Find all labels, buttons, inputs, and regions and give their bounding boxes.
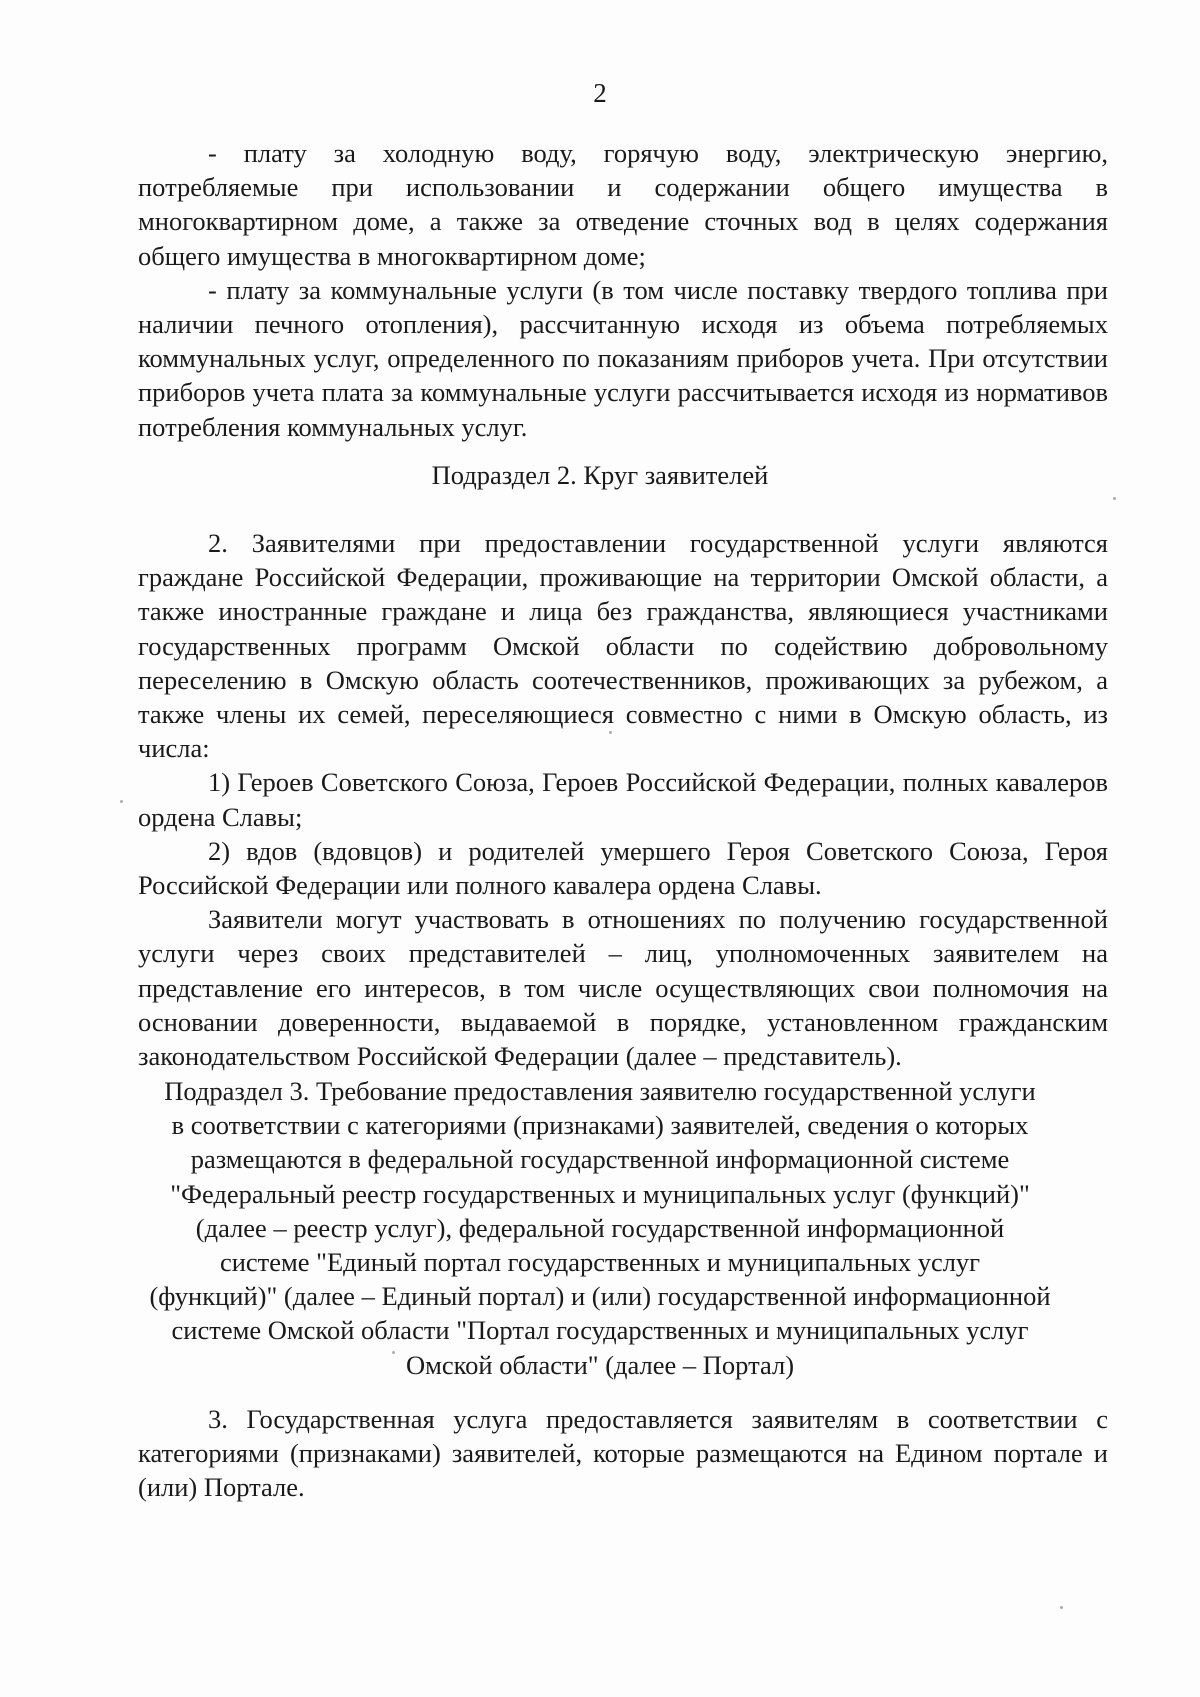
- list-item-widows-parents: 2) вдов (вдовцов) и родителей умершего Героя Советского Союза, Героя Российской Федерации или полного кавалера ордена Славы.: [138, 835, 1108, 901]
- heading-line: "Федеральный реестр государственных и муниципальных услуг (функций)": [170, 1178, 1030, 1209]
- scan-speck: [609, 731, 612, 734]
- paragraph-representatives: Заявители могут участвовать в отношениях по получению государственной услуги через своих представителей – лиц, уполномоченных заявителем на представление его интересов, в том числе осуществляющих свои полномочия на основании доверенности, выдаваемой в порядке, установленном гражданским законодательством Российской Федерации (далее – представитель).: [138, 904, 1108, 1072]
- scan-speck: [392, 1351, 395, 1354]
- paragraph-block-applicants: [138, 526, 1108, 1073]
- paragraph-cold-water: - плату за холодную воду, горячую воду, электрическую энергию, потребляемые при использовании и содержании общего имущества в многоквартирном доме, а также за отведение сточных вод в целях содержания общего имущества в многоквартирном доме;: [138, 138, 1108, 271]
- heading-line: Подраздел 3. Требование предоставления заявителю государственной услуги: [164, 1076, 1036, 1106]
- paragraph-utility-services: - плату за коммунальные услуги (в том числе поставку твердого топлива при наличии печного отопления), рассчитанную исходя из объема потребляемых коммунальных услуг, определенного по показаниям приборов учета. При отсутствии приборов учета плата за коммунальные услуги рассчитывается исходя из нормативов потребления коммунальных услуг.: [138, 274, 1108, 442]
- paragraph-service-categories: 3. Государственная услуга предоставляется заявителям в соответствии с категориями (признаками) заявителей, которые размещаются на Едином портале и (или) Портале.: [138, 1404, 1108, 1503]
- heading-line: (далее – реестр услуг), федеральной государственной информационной: [195, 1212, 1005, 1243]
- scan-speck: [1113, 497, 1116, 500]
- scan-speck: [120, 800, 123, 803]
- page-number: 2: [593, 78, 607, 108]
- heading-line: системе Омской области "Портал государственных и муниципальных услуг: [171, 1315, 1029, 1346]
- paragraph-block-categories: [138, 1402, 1108, 1505]
- heading-line: размещаются в федеральной государственной информационной системе: [190, 1144, 1010, 1175]
- paragraph-block-utilities: [138, 136, 1108, 444]
- heading-line: Омской области" (далее – Портал): [405, 1349, 795, 1380]
- subsection-2-heading: Подраздел 2. Круг заявителей: [431, 460, 769, 490]
- heading-line: системе "Единый портал государственных и муниципальных услуг: [219, 1247, 981, 1278]
- heading-line: в соответствии с категориями (признаками) заявителей, сведения о которых: [171, 1110, 1029, 1141]
- subsection-3-heading: [100, 1074, 1100, 1382]
- scan-speck: [1060, 1606, 1063, 1609]
- list-item-heroes: 1) Героев Советского Союза, Героев Российской Федерации, полных кавалеров ордена Славы;: [138, 767, 1108, 832]
- paragraph-applicants-definition: 2. Заявителями при предоставлении государственной услуги являются граждане Российской Федерации, проживающие на территории Омской области, а также иностранные граждане и лица без гражданства, являющиеся участниками государственных программ Омской области по содействию добровольному переселению в Омскую область соотечественников, проживающих за рубежом, а также члены их семей, переселяющиеся совместно с ними в Омскую область, из числа:: [138, 528, 1108, 764]
- heading-line: (функций)" (далее – Единый портал) и (или) государственной информационной: [149, 1281, 1051, 1312]
